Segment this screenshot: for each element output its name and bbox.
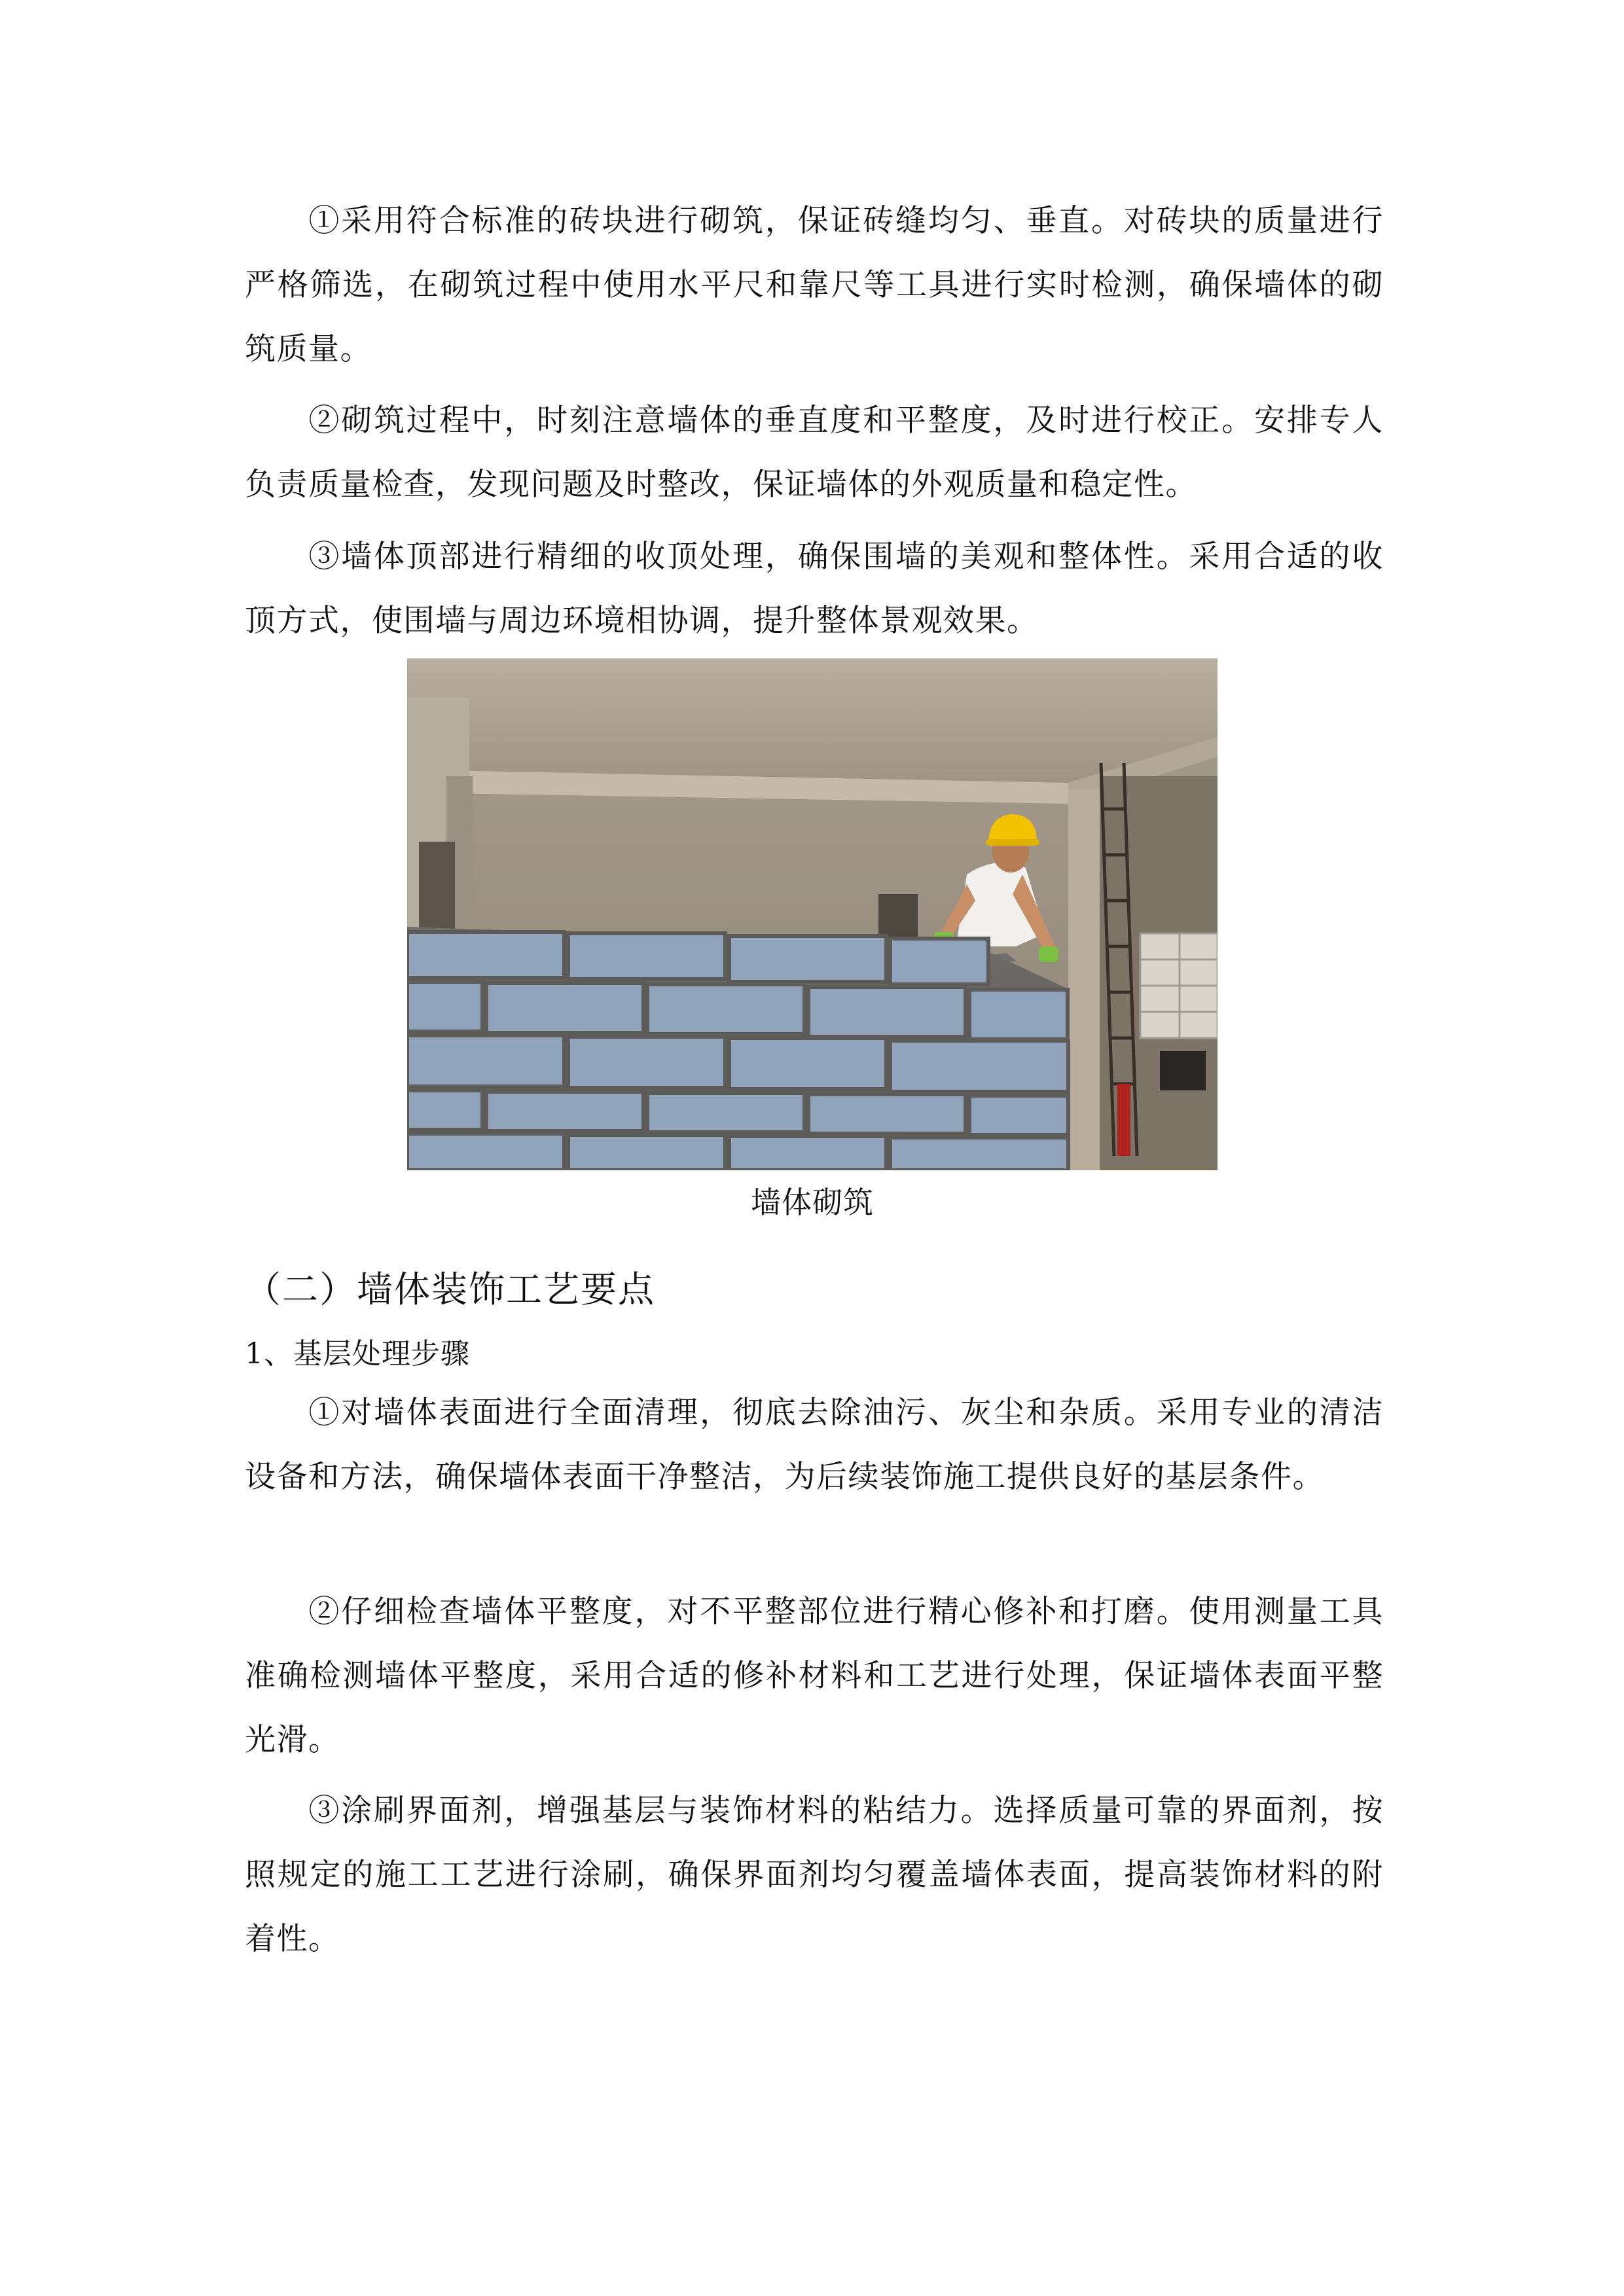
left-opening xyxy=(419,842,455,933)
section-heading: （二）墙体装饰工艺要点 xyxy=(245,1268,656,1310)
block-wall xyxy=(407,932,1068,1170)
paragraph-verticality-check xyxy=(245,389,1384,517)
paragraph-text: ②仔细检查墙体平整度，对不平整部位进行精心修补和打磨。使用测量工具准确检测墙体平整度，采用合适的修补材料和工艺进行处理，保证墙体表面平整光滑。 xyxy=(245,1594,1384,1758)
paragraph-wall-top-finish xyxy=(245,525,1384,653)
paragraph-text: ③涂刷界面剂，增强基层与装饰材料的粘结力。选择质量可靠的界面剂，按照规定的施工工艺进行涂刷，确保界面剂均匀覆盖墙体表面，提高装饰材料的附着性。 xyxy=(245,1793,1384,1957)
sub-heading: 1、基层处理步骤 xyxy=(245,1337,470,1371)
paragraph-text: ①对墙体表面进行全面清理，彻底去除油污、灰尘和杂质。采用专业的清洁设备和方法，确保墙体表面干净整洁，为后续装饰施工提供良好的基层条件。 xyxy=(245,1395,1384,1495)
construction-photo xyxy=(407,658,1218,1170)
paragraph-text: ③墙体顶部进行精细的收顶处理，确保围墙的美观和整体性。采用合适的收顶方式，使围墙与周边环境相协调，提升整体景观效果。 xyxy=(245,539,1384,639)
dark-crate xyxy=(1160,1051,1206,1090)
paragraph-interface-agent xyxy=(245,1779,1384,1971)
masonry-illustration xyxy=(407,658,1218,1170)
paragraph-surface-cleaning xyxy=(245,1381,1384,1509)
red-equipment xyxy=(1117,1084,1130,1156)
paragraph-text: ②砌筑过程中，时刻注意墙体的垂直度和平整度，及时进行校正。安排专人负责质量检查，发现问题及时整改，保证墙体的外观质量和稳定性。 xyxy=(245,403,1384,503)
stacked-blocks xyxy=(1140,933,1218,1038)
right-pillar xyxy=(1068,789,1100,1170)
figure-caption: 墙体砌筑 xyxy=(751,1185,874,1220)
paragraph-flatness-repair xyxy=(245,1580,1384,1772)
paragraph-text: ①采用符合标准的砖块进行砌筑，保证砖缝均匀、垂直。对砖块的质量进行严格筛选，在砌筑过程中使用水平尺和靠尺等工具进行实时检测，确保墙体的砌筑质量。 xyxy=(245,203,1384,367)
ceiling-slab xyxy=(407,658,1218,789)
paragraph-brick-standard xyxy=(245,189,1384,382)
